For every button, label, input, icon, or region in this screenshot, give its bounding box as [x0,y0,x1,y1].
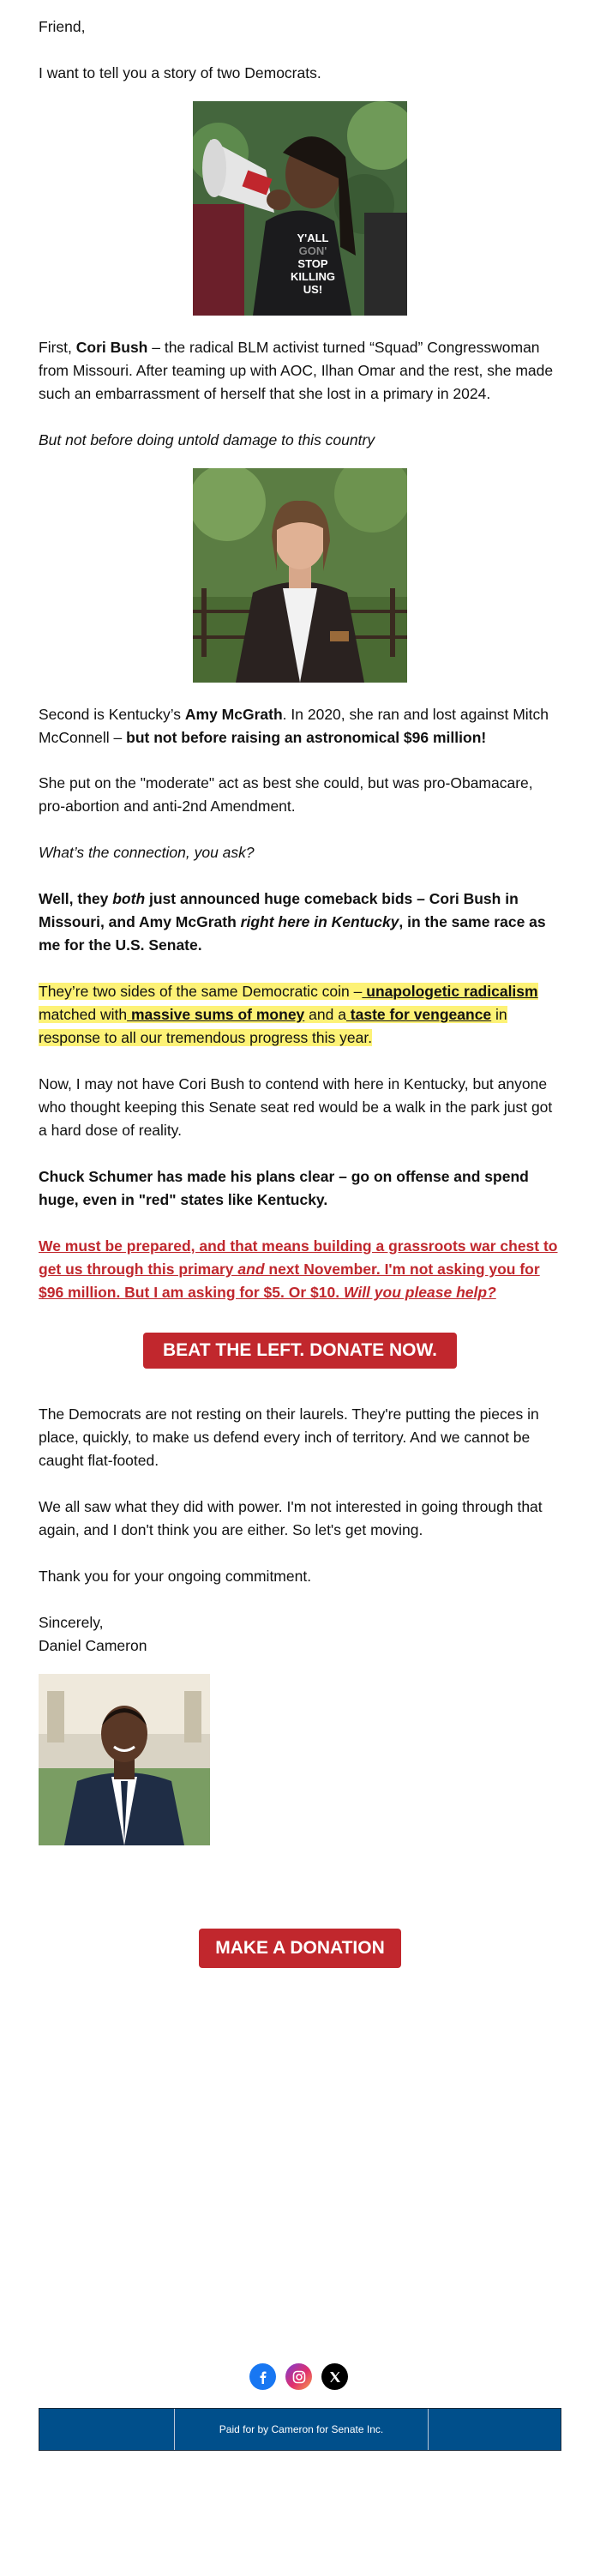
paragraph-connection: What’s the connection, you ask? [39,844,255,861]
paragraph-power: We all saw what they did with power. I'm not interested in going through that again, and I don't think you are either. So let's get moving. [39,1498,543,1538]
facebook-icon[interactable] [249,2363,276,2390]
donate-link-paragraph[interactable] [39,1235,561,1304]
shirt-text: Y'ALL [297,232,329,244]
x-twitter-icon[interactable] [321,2363,348,2390]
paragraph-mcgrath: Second is Kentucky’s Amy McGrath. In 2020, she ran and lost against Mitch McConnell – but not before raising an astronomical $96 million! [39,706,549,746]
make-a-donation-button[interactable]: MAKE A DONATION [199,1929,401,1968]
paragraph-bush: First, Cori Bush – the radical BLM activist turned “Squad” Congresswoman from Missouri. After teaming up with AOC, Ilhan Omar and the rest, she made such an embarrassment of herself that she lost in a primary in 2024. [39,339,554,402]
donate-text-link[interactable]: We must be prepared, and that means building a grassroots war chest to get us through this primary and next November. I'm not asking you for $96 million. But I am asking for $5. Or $10. Will you please help? [39,1237,558,1301]
paragraph-moderate: She put on the "moderate" act as best she could, but was pro-Obamacare, pro-abortion and anti-2nd Amendment. [39,774,533,815]
signer-name: Daniel Cameron [39,1637,147,1654]
cori-bush-photo [193,101,407,316]
name-cori-bush: Cori Bush [75,339,148,356]
beat-the-left-donate-button[interactable]: BEAT THE LEFT. DONATE NOW. [143,1333,457,1369]
shirt-text: GON' [298,244,327,257]
shirt-text: KILLING [291,270,335,283]
paragraph-thanks: Thank you for your ongoing commitment. [39,1568,312,1585]
paid-for-by-disclaimer: Paid for by Cameron for Senate Inc. [174,2409,429,2450]
paragraph-coin: They’re two sides of the same Democratic coin – unapologetic radicalism matched with massive sums of money and a taste for vengeance in response to all our tremendous progress this year. [39,983,538,1046]
paragraph-comeback: Well, they both just announced huge comeback bids – Cori Bush in Missouri, and Amy McGrath right here in Kentucky, in the same race as me for the U.S. Senate. [39,890,546,954]
name-amy-mcgrath: Amy McGrath [184,706,283,723]
intro-text: I want to tell you a story of two Democrats. [39,64,321,81]
shirt-text: US! [303,283,323,296]
greeting: Friend, [39,18,86,35]
paragraph-schumer: Chuck Schumer has made his plans clear – go on offense and spend huge, even in "red" states like Kentucky. [39,1168,529,1208]
paragraph-now: Now, I may not have Cori Bush to contend with here in Kentucky, but anyone who thought keeping this Senate seat red would be a walk in the park just got a hard dose of reality. [39,1075,553,1139]
footer-bar [39,2408,561,2451]
paragraph-laurels: The Democrats are not resting on their laurels. They're putting the pieces in place, quickly, to make us defend every inch of territory. And we cannot be caught flat-footed. [39,1405,539,1469]
amy-mcgrath-photo [193,468,407,683]
daniel-cameron-photo [39,1674,210,1845]
instagram-icon[interactable] [285,2363,312,2390]
shirt-text: STOP [297,257,328,270]
signoff: Sincerely, [39,1614,104,1631]
paragraph-damage: But not before doing untold damage to this country [39,431,375,448]
